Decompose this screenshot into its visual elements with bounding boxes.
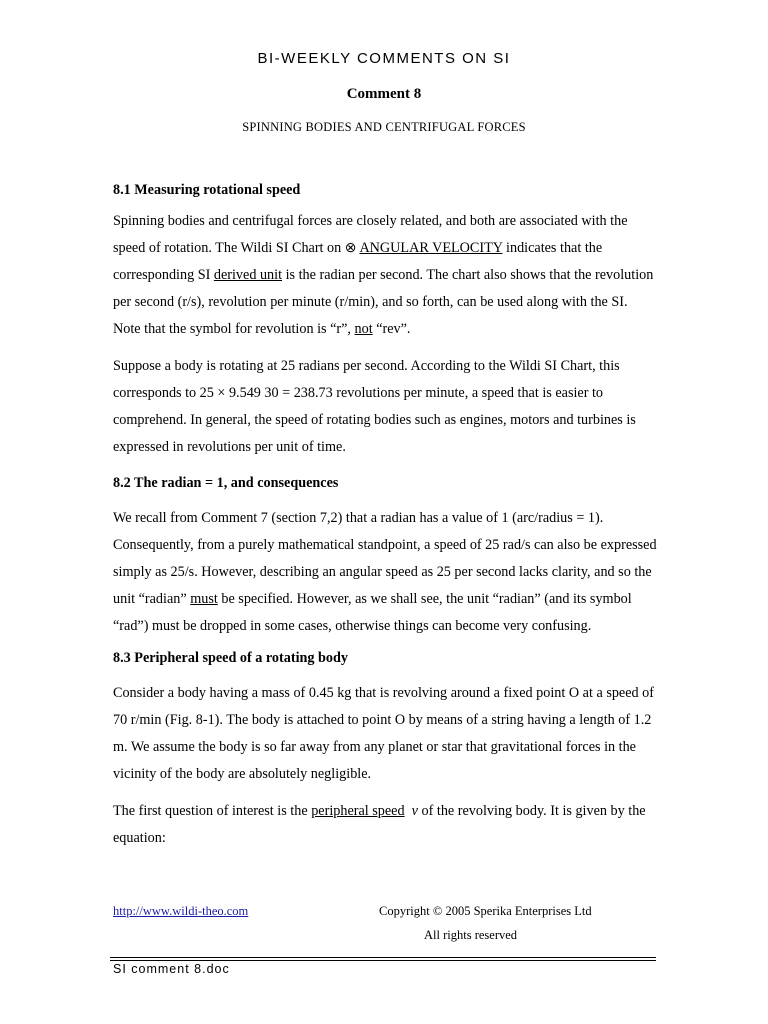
document-subtitle: SPINNING BODIES AND CENTRIFUGAL FORCES	[242, 120, 526, 134]
footer-rule-bottom	[110, 960, 656, 961]
text-run: of the revolving body. It is given by the equation:	[113, 803, 646, 846]
rights-reserved: All rights reserved	[424, 928, 518, 942]
underlined-term-derived-unit: derived unit	[213, 267, 283, 283]
document-header-title: BI-WEEKLY COMMENTS ON SI	[257, 50, 511, 67]
paragraph-8-1-b: Suppose a body is rotating at 25 radians per second. According to the Wildi SI Chart, this corresponds to 25 × 9.549 30 = 238.73 revolutions per minute, a speed that is easier to comprehend. In general, the speed of rotating bodies such as engines, motors and turbines is expressed in revolutions per unit of time.	[113, 358, 636, 455]
paragraph-8-3-a: Consider a body having a mass of 0.45 kg that is revolving around a fixed point O at a speed of 70 r/min (Fig. 8-1). The body is attached to point O by means of a string having a length of 1.2 m. We assume the body is so far away from any planet or star that gravitational forces in the vicinity of the body are absolutely negligible.	[113, 685, 654, 782]
website-link[interactable]: http://www.wildi-theo.com	[113, 904, 249, 918]
text-run: is the radian per second. The chart also shows that the revolution per second (r/s), revolution per minute (r/min), and so forth, can be used along with the SI. Note that the symbol for revolution is “r”,	[113, 267, 654, 337]
text-run: be specified. However, as we shall see, the unit “radian” (and its symbol “rad”) must be dropped in some cases, otherwise things can become very confusing.	[113, 591, 632, 634]
text-run: We recall from Comment 7 (section 7,2) that a radian has a value of 1 (arc/radius = 1). Consequently, from a purely mathematical standpoint, a speed of 25 rad/s can also be expressed simply as 25/s. However, describing an angular speed as 25 per second lacks clarity, and so the unit “radian”	[113, 510, 657, 607]
copyright-notice: Copyright © 2005 Sperika Enterprises Ltd	[379, 904, 592, 918]
paragraph-8-1-a	[113, 208, 658, 343]
variable-v: v	[411, 803, 418, 819]
underlined-word-not: not	[354, 321, 373, 337]
text-run: “rev”.	[372, 321, 411, 337]
comment-number: Comment 8	[346, 86, 422, 102]
document-footer	[0, 904, 768, 1024]
section-heading-8-3: 8.3 Peripheral speed of a rotating body	[113, 650, 349, 666]
section-heading-8-2: 8.2 The radian = 1, and consequences	[113, 475, 339, 491]
text-run: Spinning bodies and centrifugal forces are closely related, and both are associated with the speed of rotation. The Wildi SI Chart on ⊗	[113, 213, 628, 256]
paragraph-8-2-a	[113, 505, 658, 640]
text-run	[405, 803, 412, 819]
underlined-term-peripheral-speed: peripheral speed	[311, 803, 405, 819]
underlined-word-must: must	[190, 591, 218, 607]
paragraph-8-3-b	[113, 798, 658, 852]
section-heading-8-1: 8.1 Measuring rotational speed	[113, 182, 301, 198]
footer-rule-top	[110, 957, 656, 958]
text-run: The first question of interest is the	[113, 803, 312, 819]
document-body	[113, 178, 658, 852]
file-name: SI comment 8.doc	[113, 962, 230, 976]
text-run: indicates that the corresponding SI	[113, 240, 603, 283]
underlined-term-angular-velocity: ANGULAR VELOCITY	[359, 240, 503, 256]
